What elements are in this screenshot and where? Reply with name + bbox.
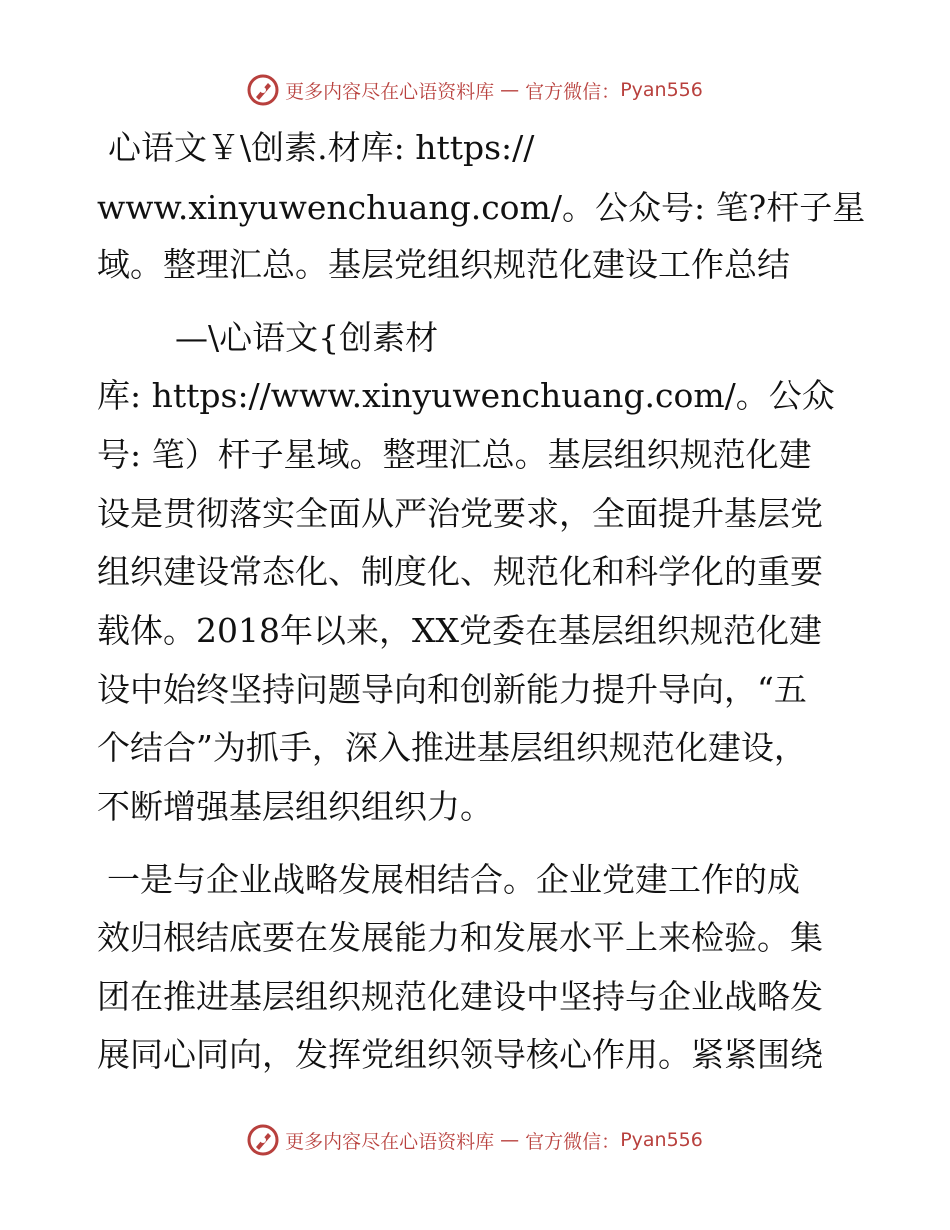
text-line: 域。整理汇总。基层党组织规范化建设工作总结 <box>97 245 790 284</box>
footer-watermark-banner <box>0 1120 950 1160</box>
text-line: 不断增强基层组织组织力。 <box>97 787 493 826</box>
text-line: 效归根结底要在发展能力和发展水平上来检验。集 <box>97 918 823 957</box>
banner-wechat-label: 官方微信： <box>525 1130 621 1153</box>
banner-text: 更多内容尽在心语资料库 <box>285 1130 495 1153</box>
banner-dash: — <box>500 1129 520 1151</box>
text-line: 个结合”为抓手，深入推进基层组织规范化建设， <box>97 728 807 767</box>
pen-seal-icon <box>247 1124 279 1156</box>
text-line: —\心语文{创素材 <box>175 318 439 357</box>
text-line: 团在推进基层组织规范化建设中坚持与企业战略发 <box>97 977 823 1016</box>
text-line: 设中始终坚持问题导向和创新能力提升导向，“五 <box>97 670 807 709</box>
banner-text: 更多内容尽在心语资料库 <box>285 80 495 103</box>
banner-wechat-id: Pyan556 <box>620 79 703 101</box>
banner-wechat-id: Pyan556 <box>620 1129 703 1151</box>
text-line: 一是与企业战略发展相结合。企业党建工作的成 <box>107 860 800 899</box>
text-line: 号: 笔）杆子星域。整理汇总。基层组织规范化建 <box>97 435 812 474</box>
text-line: 组织建设常态化、制度化、规范化和科学化的重要 <box>97 552 823 591</box>
banner-wechat-label: 官方微信： <box>525 80 621 103</box>
text-line: 库: https://www.xinyuwenchuang.com/。公众 <box>97 376 835 415</box>
text-line: www.xinyuwenchuang.com/。公众号: 笔?杆子星 <box>97 188 866 227</box>
text-line: 展同心同向，发挥党组织领导核心作用。紧紧围绕 <box>97 1035 823 1074</box>
text-line: 设是贯彻落实全面从严治党要求，全面提升基层党 <box>97 494 823 533</box>
text-line: 载体。2018年以来，XX党委在基层组织规范化建 <box>97 611 822 650</box>
text-line: 心语文￥\创素.材库: https:// <box>108 128 535 167</box>
banner-dash: — <box>500 79 520 101</box>
